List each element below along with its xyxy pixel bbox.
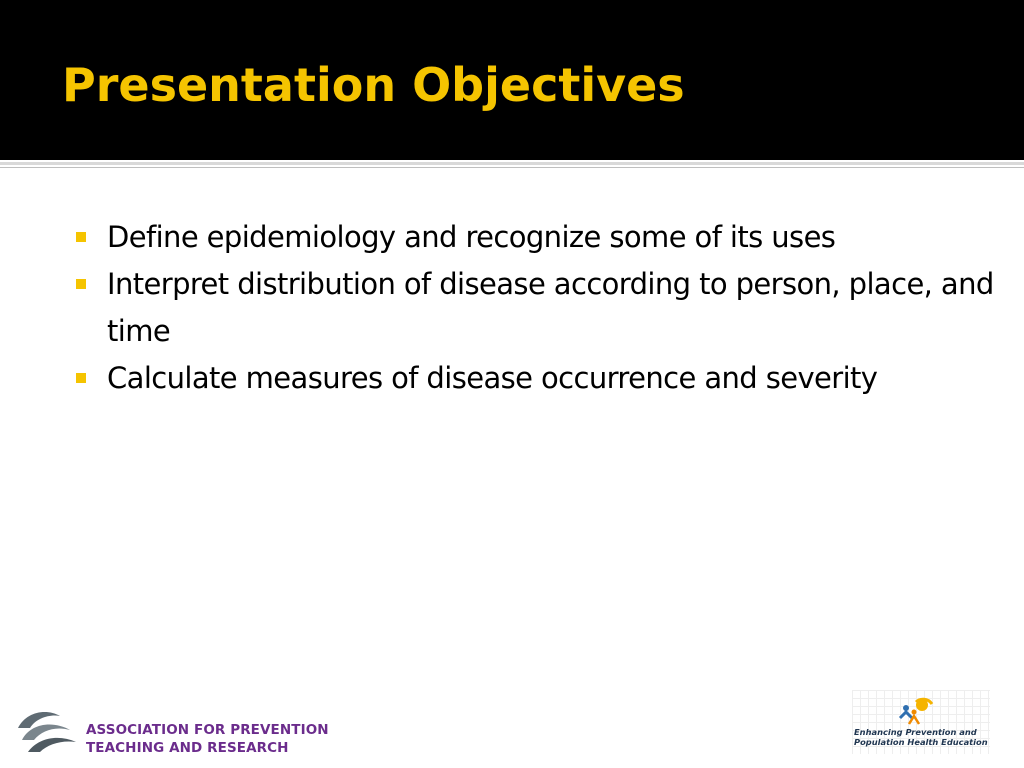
apt-wave-logo-icon [16, 706, 78, 756]
objectives-list [76, 214, 996, 402]
ep-tagline-line1: Enhancing Prevention and [854, 727, 977, 737]
apt-name-line2: TEACHING AND RESEARCH [86, 740, 289, 756]
title-bar [0, 0, 1024, 160]
apt-name-line1: ASSOCIATION FOR PREVENTION [86, 722, 329, 738]
slide-title: Presentation Objectives [62, 58, 685, 112]
square-bullet-icon [76, 373, 86, 383]
ep-tagline-line2: Population Health Education [854, 737, 988, 747]
square-bullet-icon [76, 232, 86, 242]
list-item [76, 261, 996, 355]
ep-footer-logo [852, 690, 990, 754]
list-item [76, 355, 996, 402]
bullet-text: Define epidemiology and recognize some of its uses [107, 220, 836, 254]
bullet-text: Calculate measures of disease occurrence and severity [107, 361, 878, 395]
apt-footer-logo [16, 706, 356, 756]
square-bullet-icon [76, 279, 86, 289]
title-divider [0, 162, 1024, 165]
people-sun-logo-icon [892, 696, 942, 726]
title-divider-thin [0, 167, 1024, 168]
list-item [76, 214, 996, 261]
bullet-text: Interpret distribution of disease according to person, place, and time [107, 267, 994, 348]
